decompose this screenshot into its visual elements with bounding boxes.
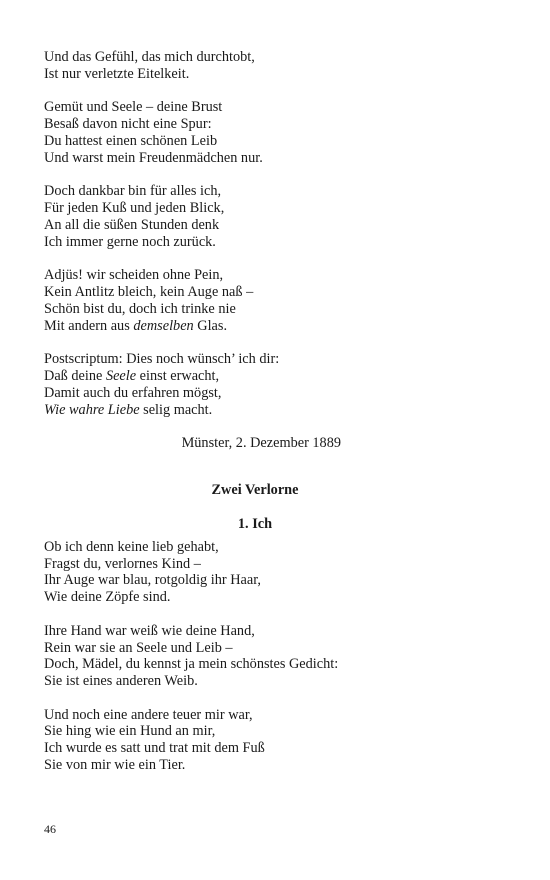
page-number: 46 bbox=[44, 822, 56, 836]
section-title: 1. Ich bbox=[237, 515, 273, 532]
verse-line bbox=[44, 318, 504, 335]
verse-line: An all die süßen Stunden denk bbox=[44, 216, 220, 233]
emphasized-word: demselben bbox=[133, 317, 194, 334]
verse-line bbox=[44, 368, 504, 385]
verse-line: Kein Antlitz bleich, kein Auge naß – bbox=[44, 284, 254, 301]
verse-line: Ich wurde es satt und trat mit dem Fuß bbox=[44, 740, 265, 757]
stanza bbox=[44, 707, 504, 774]
verse-line: Ihre Hand war weiß wie deine Hand, bbox=[44, 622, 255, 639]
verse-line: Du hattest einen schönen Leib bbox=[44, 132, 218, 149]
verse-line: Und warst mein Freudenmädchen nur. bbox=[44, 149, 263, 166]
verse-line: Adjüs! wir scheiden ohne Pein, bbox=[44, 267, 224, 284]
verse-line: Ihr Auge war blau, rotgoldig ihr Haar, bbox=[44, 572, 261, 589]
verse-line: Besaß davon nicht eine Spur: bbox=[44, 116, 212, 133]
verse-line: Und das Gefühl, das mich durchtobt, bbox=[44, 49, 255, 65]
verse-line: Ist nur verletzte Eitelkeit. bbox=[44, 65, 190, 82]
verse-line: Sie von mir wie ein Tier. bbox=[44, 757, 186, 774]
verse-line: Damit auch du erfahren mögst, bbox=[44, 384, 222, 401]
emphasized-word: Wie wahre Liebe bbox=[44, 401, 140, 418]
verse-text: selig macht. bbox=[139, 401, 213, 418]
emphasized-word: Seele bbox=[105, 368, 137, 385]
dateline: Münster, 2. Dezember 1889 bbox=[181, 435, 341, 452]
verse-line: Sie hing wie ein Hund an mir, bbox=[44, 723, 216, 740]
page-content bbox=[44, 49, 504, 791]
verse-text: Daß deine bbox=[44, 368, 106, 385]
verse-line: Rein war sie an Seele und Leib – bbox=[44, 639, 233, 656]
verse-line: Sie ist eines anderen Weib. bbox=[44, 673, 198, 690]
verse-text: Glas. bbox=[193, 317, 228, 334]
verse-line: Und noch eine andere teuer mir war, bbox=[44, 706, 253, 723]
verse-line: Postscriptum: Dies noch wünsch’ ich dir: bbox=[44, 351, 280, 368]
verse-line: Schön bist du, doch ich trinke nie bbox=[44, 300, 236, 317]
stanza bbox=[44, 99, 504, 166]
verse-line: Wie deine Zöpfe sind. bbox=[44, 589, 171, 606]
stanza bbox=[44, 351, 504, 418]
poem-title: Zwei Verlorne bbox=[211, 482, 299, 499]
stanza bbox=[44, 49, 504, 83]
verse-line bbox=[44, 402, 504, 419]
verse-line: Doch dankbar bin für alles ich, bbox=[44, 183, 222, 200]
verse-line: Gemüt und Seele – deine Brust bbox=[44, 99, 223, 116]
stanza bbox=[44, 623, 504, 690]
verse-line: Fragst du, verlornes Kind – bbox=[44, 555, 201, 572]
verse-line: Ob ich denn keine lieb gehabt, bbox=[44, 538, 219, 555]
verse-line: Ich immer gerne noch zurück. bbox=[44, 233, 216, 250]
stanza bbox=[44, 183, 504, 250]
stanza bbox=[44, 267, 504, 334]
verse-line: Doch, Mädel, du kennst ja mein schönstes Gedicht: bbox=[44, 656, 339, 673]
stanza bbox=[44, 539, 504, 606]
verse-text: Mit andern aus bbox=[44, 317, 134, 334]
verse-text: einst erwacht, bbox=[136, 368, 220, 385]
verse-line: Für jeden Kuß und jeden Blick, bbox=[44, 200, 225, 217]
